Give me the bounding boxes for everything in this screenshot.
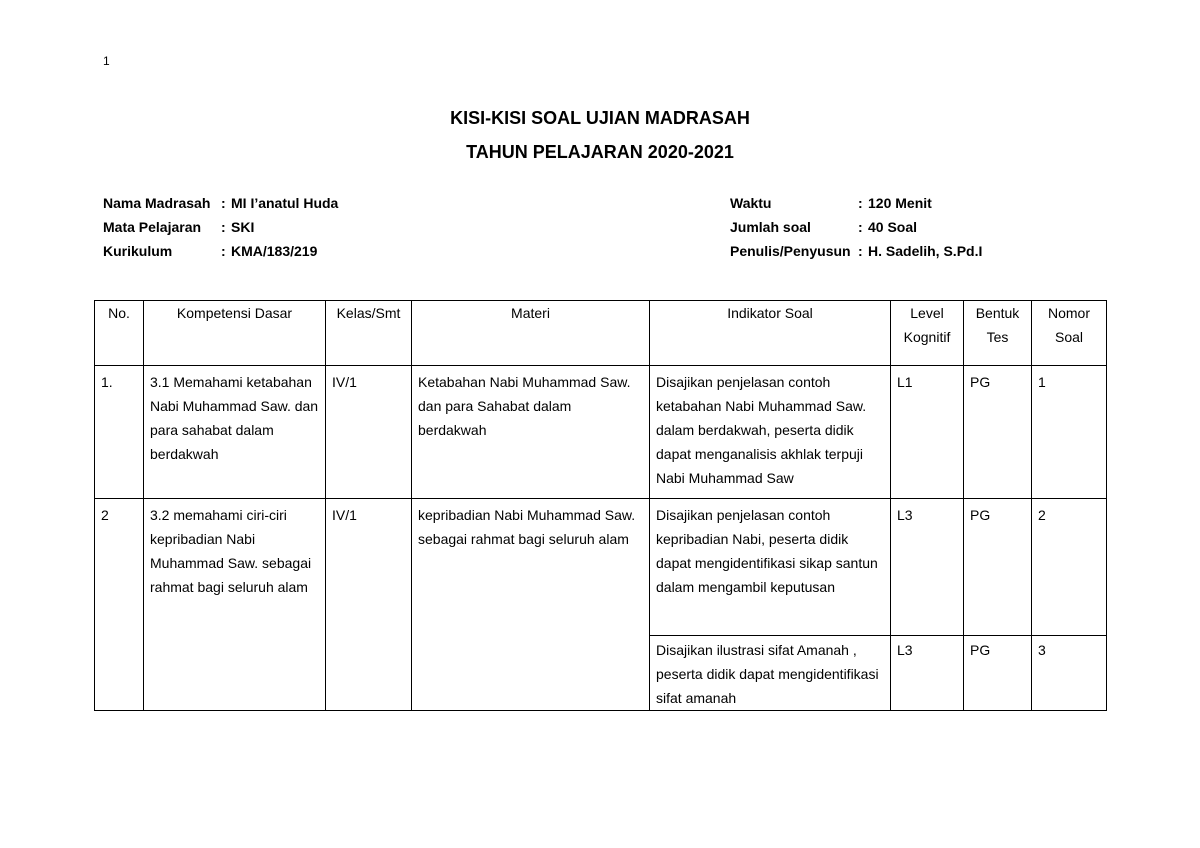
meta-key: Nama Madrasah — [103, 195, 211, 211]
meta-value: MI I’anatul Huda — [231, 195, 339, 211]
meta-value: SKI — [231, 219, 255, 235]
page-number: 1 — [103, 54, 110, 68]
meta-row-penulis — [730, 239, 982, 263]
cell-nomor-soal: 3 — [1032, 636, 1107, 711]
cell-indikator-soal: Disajikan penjelasan contoh ketabahan Nabi Muhammad Saw. dalam berdakwah, peserta didik dapat menganalisis akhlak terpuji Nabi Muhammad Saw — [650, 366, 891, 499]
meta-row-jumlah — [730, 215, 982, 239]
header-bentuk-tes: Bentuk Tes — [964, 301, 1032, 366]
cell-indikator-soal: Disajikan penjelasan contoh kepribadian Nabi, peserta didik dapat mengidentifikasi sikap santun dalam mengambil keputusan — [650, 499, 891, 636]
cell-nomor-soal: 2 — [1032, 499, 1107, 636]
meta-key: Kurikulum — [103, 243, 173, 259]
table-header-row — [95, 301, 1107, 366]
cell-bentuk-tes: PG — [964, 366, 1032, 499]
header-kompetensi-dasar: Kompetensi Dasar — [144, 301, 326, 366]
meta-row-madrasah — [103, 191, 338, 215]
meta-right-block — [730, 191, 982, 263]
meta-key: Waktu — [730, 195, 772, 211]
header-no: No. — [95, 301, 144, 366]
cell-kelas-smt: IV/1 — [326, 366, 412, 499]
meta-sep: : — [858, 219, 863, 235]
cell-no: 2 — [95, 499, 144, 711]
header-nomor-soal: Nomor Soal — [1032, 301, 1107, 366]
header-indikator-soal: Indikator Soal — [650, 301, 891, 366]
meta-left-block — [103, 191, 338, 263]
cell-bentuk-tes: PG — [964, 499, 1032, 636]
cell-bentuk-tes: PG — [964, 636, 1032, 711]
cell-level-kognitif: L1 — [891, 366, 964, 499]
cell-level-kognitif: L3 — [891, 499, 964, 636]
meta-key: Mata Pelajaran — [103, 219, 202, 235]
meta-key: Jumlah soal — [730, 219, 811, 235]
document-title: KISI-KISI SOAL UJIAN MADRASAH — [450, 108, 750, 128]
meta-sep: : — [221, 195, 226, 211]
table-row — [95, 366, 1107, 499]
header-level-kognitif: Level Kognitif — [891, 301, 964, 366]
header-materi: Materi — [412, 301, 650, 366]
meta-sep: : — [221, 219, 226, 235]
cell-kompetensi-dasar: 3.2 memahami ciri-ciri kepribadian Nabi Muhammad Saw. sebagai rahmat bagi seluruh alam — [144, 499, 326, 711]
meta-value: 120 Menit — [868, 195, 932, 211]
meta-key: Penulis/Penyusun — [730, 243, 851, 259]
header-kelas-smt: Kelas/Smt — [326, 301, 412, 366]
cell-materi: Ketabahan Nabi Muhammad Saw. dan para Sahabat dalam berdakwah — [412, 366, 650, 499]
cell-materi: kepribadian Nabi Muhammad Saw. sebagai rahmat bagi seluruh alam — [412, 499, 650, 711]
meta-value: KMA/183/219 — [231, 243, 318, 259]
meta-sep: : — [221, 243, 226, 259]
cell-no: 1. — [95, 366, 144, 499]
cell-kelas-smt: IV/1 — [326, 499, 412, 711]
meta-row-mapel — [103, 215, 338, 239]
meta-sep: : — [858, 243, 863, 259]
meta-row-kurikulum — [103, 239, 338, 263]
cell-level-kognitif: L3 — [891, 636, 964, 711]
meta-row-waktu — [730, 191, 982, 215]
meta-value: H. Sadelih, S.Pd.I — [868, 243, 983, 259]
document-subtitle: TAHUN PELAJARAN 2020-2021 — [466, 142, 734, 162]
cell-nomor-soal: 1 — [1032, 366, 1107, 499]
cell-indikator-soal: Disajikan ilustrasi sifat Amanah , peserta didik dapat mengidentifikasi sifat amanah — [650, 636, 891, 711]
table-row — [95, 499, 1107, 636]
kisi-kisi-table — [94, 300, 1107, 711]
meta-value: 40 Soal — [868, 219, 918, 235]
cell-kompetensi-dasar: 3.1 Memahami ketabahan Nabi Muhammad Saw. dan para sahabat dalam berdakwah — [144, 366, 326, 499]
meta-sep: : — [858, 195, 863, 211]
